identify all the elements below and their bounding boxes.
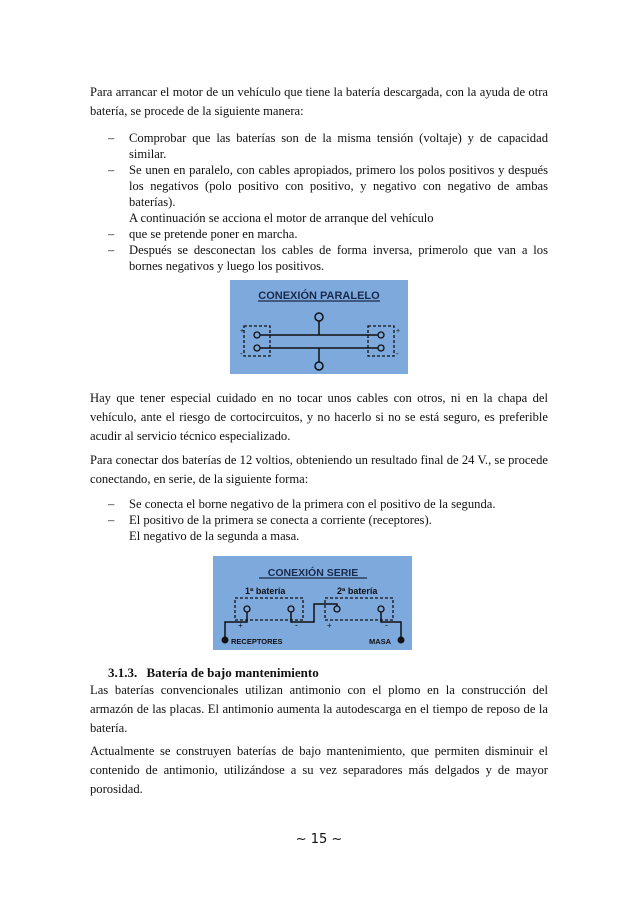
battery-2-label: 2ª batería — [337, 586, 378, 596]
page-number: ~ 15 ~ — [295, 832, 343, 847]
low-maintenance-paragraph-2: Actualmente se construyen baterías de bajo mantenimiento, que permiten disminuir el contenido de antimonio, utilizándose a su vez separadores más delgados y de mayor porosidad. — [90, 744, 548, 796]
right-minus-sign: - — [396, 349, 399, 358]
list-item — [108, 242, 548, 274]
list-item — [108, 162, 548, 210]
caution-paragraph: Hay que tener especial cuidado en no tocar unos cables con otros, ni en la chapa del vehículo, ante el riesgo de cortocircuitos, y no hacerlo si no se está seguro, es preferible acudir al servicio técnico especializado. — [90, 391, 548, 443]
list-dash: – — [108, 131, 115, 145]
left-minus-sign: - — [240, 349, 243, 358]
low-maintenance-paragraph-1: Las baterías convencionales utilizan antimonio con el plomo en la construcción del armazón de las placas. El antimonio aumenta la autodescarga en el tiempo de reposo de la batería. — [90, 683, 548, 735]
list-item-text: El positivo de la primera se conecta a corriente (receptores). — [129, 513, 432, 527]
battery-1-label: 1ª batería — [245, 586, 286, 596]
list-item — [108, 496, 548, 512]
list-item — [108, 226, 548, 242]
battery-2-minus-sign: - — [385, 620, 388, 630]
parallel-connection-diagram — [230, 280, 408, 374]
list-continuation-text: El negativo de la segunda a masa. — [129, 529, 300, 543]
series-connection-diagram — [213, 556, 412, 650]
right-plus-sign: + — [396, 328, 401, 335]
section-number: 3.1.3. — [108, 665, 138, 680]
left-plus-sign: + — [240, 328, 245, 335]
battery-1-minus-sign: - — [295, 620, 298, 630]
list-item-text: que se pretende poner en marcha. — [129, 227, 298, 241]
jump-start-steps-list — [108, 130, 548, 274]
list-item-text: Después se desconectan los cables de forma inversa, primerolo que van a los bornes negativos y luego los positivos. — [129, 243, 548, 273]
list-dash: – — [108, 227, 115, 241]
series-steps-list — [108, 496, 548, 544]
list-continuation — [108, 528, 548, 544]
masa-terminal — [398, 637, 405, 644]
list-item-text: Se unen en paralelo, con cables apropiados, primero los polos positivos y después los negativos (polo positivo con positivo, y negativo con negativo de ambas baterías). — [129, 163, 548, 209]
list-continuation — [108, 210, 548, 226]
section-title: Batería de bajo mantenimiento — [146, 665, 319, 680]
diagram-title: CONEXIÓN PARALELO — [258, 290, 380, 302]
diagram-title: CONEXIÓN SERIE — [267, 567, 359, 579]
intro-paragraph: Para arrancar el motor de un vehículo que tiene la batería descargada, con la ayuda de otra batería, se procede de la siguiente manera: — [90, 85, 548, 118]
list-continuation-text: A continuación se acciona el motor de arranque del vehículo — [129, 211, 434, 225]
list-dash: – — [108, 163, 115, 177]
list-item — [108, 130, 548, 162]
battery-1-plus-sign: + — [238, 621, 243, 630]
list-dash: – — [108, 497, 115, 511]
list-item-text: Se conecta el borne negativo de la primera con el positivo de la segunda. — [129, 497, 496, 511]
series-intro-paragraph: Para conectar dos baterías de 12 voltios, obteniendo un resultado final de 24 V., se procede conectando, en serie, de la siguiente forma: — [90, 453, 548, 486]
battery-2-plus-sign: + — [327, 621, 332, 630]
receptores-label: RECEPTORES — [231, 637, 283, 646]
list-dash: – — [108, 513, 115, 527]
list-item — [108, 512, 548, 528]
masa-label: MASA — [369, 637, 392, 646]
section-heading — [108, 664, 319, 682]
list-item-text: Comprobar que las baterías son de la misma tensión (voltaje) y de capacidad similar. — [129, 131, 548, 161]
receptores-terminal — [222, 637, 229, 644]
list-dash: – — [108, 243, 115, 257]
